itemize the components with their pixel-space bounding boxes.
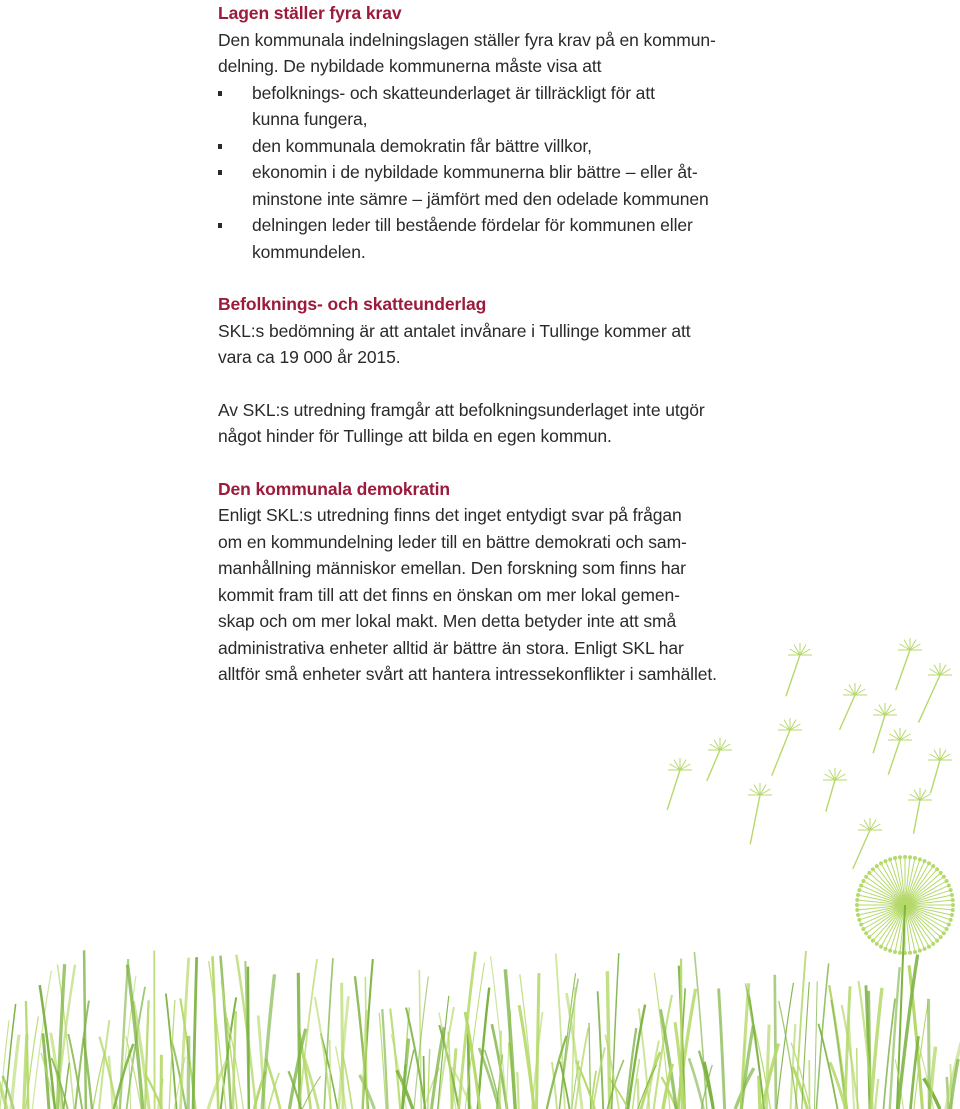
- paragraph-gap: [218, 371, 748, 397]
- grass-blade: [109, 1056, 113, 1109]
- grass-blade: [660, 1009, 676, 1109]
- grass-blade: [589, 1023, 591, 1109]
- grass-blade: [849, 1019, 854, 1109]
- grass-blade: [609, 1078, 628, 1109]
- grass-blade: [859, 981, 873, 1109]
- grass-blade: [299, 1033, 310, 1109]
- dandelion-seed-icon: [823, 768, 847, 812]
- grass-blade: [254, 1071, 265, 1109]
- grass-blade: [689, 1058, 704, 1109]
- grass-blade: [679, 966, 685, 1109]
- grass-blade: [227, 1017, 243, 1109]
- grass-blade: [639, 1008, 650, 1109]
- grass-blade: [424, 1068, 440, 1109]
- grass-blade: [452, 1048, 456, 1109]
- grass-blade: [209, 961, 226, 1109]
- grass-blade: [438, 1007, 454, 1109]
- body-text-column: [218, 0, 748, 714]
- grass-blade: [479, 1048, 499, 1109]
- grass-blade: [779, 1001, 798, 1109]
- grass-blade: [741, 1040, 745, 1109]
- grass-blade: [559, 979, 578, 1109]
- grass-blade: [701, 1065, 712, 1109]
- grass-blade: [114, 1044, 133, 1109]
- grass-blade: [485, 1050, 501, 1109]
- grass-blade: [509, 1043, 515, 1109]
- grass-blade: [748, 989, 764, 1109]
- grass-blade: [174, 1057, 185, 1109]
- grass-blade: [99, 1037, 117, 1109]
- grass-blade: [180, 998, 195, 1109]
- grass-blade: [5, 1004, 16, 1109]
- heading-local-democracy: Den kommunala demokratin: [218, 478, 450, 499]
- grass-blade: [607, 971, 609, 1109]
- dandelion-seed-icon: [840, 683, 867, 730]
- dandelion-head-icon: [855, 855, 955, 1109]
- grass-blade: [831, 1000, 845, 1109]
- paragraph-line: vara ca 19 000 år 2015.: [218, 347, 401, 367]
- grass-blade: [127, 987, 145, 1109]
- grass-blade: [719, 989, 725, 1109]
- grass-blade: [871, 988, 882, 1109]
- grass-blade: [342, 1052, 352, 1109]
- grass-blade: [492, 1024, 507, 1109]
- grass-blade: [363, 959, 373, 1109]
- grass-blade: [158, 1079, 163, 1109]
- grass-blade: [299, 959, 317, 1109]
- grass-blade: [678, 989, 696, 1109]
- grass-blade: [497, 1055, 503, 1109]
- grass-blade: [324, 958, 333, 1109]
- grass-blade: [628, 1005, 645, 1109]
- grass-blade: [459, 952, 476, 1109]
- grass-blade: [930, 1047, 936, 1109]
- grass-blade: [793, 1067, 808, 1109]
- grass-blade: [517, 1072, 518, 1109]
- grass-blade: [382, 1009, 387, 1109]
- grass-blade: [431, 1027, 444, 1109]
- grass-blade: [99, 1020, 109, 1109]
- grass-blade: [342, 983, 343, 1109]
- grass-blade: [572, 987, 576, 1109]
- grass-blade: [802, 982, 809, 1109]
- grass-blade: [236, 955, 256, 1109]
- grass-blade: [11, 1035, 19, 1109]
- grass-blade: [909, 965, 922, 1109]
- grass-blade: [814, 981, 817, 1109]
- grass-blade: [172, 1043, 186, 1109]
- grass-blade: [126, 1036, 141, 1109]
- grass-blade: [360, 1075, 375, 1109]
- grass-blade: [754, 1025, 771, 1109]
- grass-blade: [638, 1079, 639, 1109]
- grass-blade: [468, 1026, 469, 1109]
- grass-blade: [414, 976, 428, 1109]
- grass-blade: [93, 1051, 105, 1109]
- grass-blade: [339, 996, 349, 1109]
- grass-blade: [268, 1073, 279, 1109]
- dandelion-seed-icon: [918, 663, 952, 723]
- grass-blade: [675, 1022, 685, 1109]
- grass-blade: [26, 1001, 28, 1109]
- section-population-tax-base: [218, 291, 748, 450]
- grass-blade: [43, 1033, 49, 1109]
- grass-blade: [593, 1047, 605, 1109]
- list-item-line-1: den kommunala demokratin får bättre villkor,: [252, 135, 592, 156]
- grass-blade: [868, 991, 870, 1109]
- grass-blade: [439, 1012, 456, 1109]
- grass-blade: [129, 1050, 131, 1109]
- grass-blade: [857, 1048, 858, 1109]
- grass-blade: [41, 1053, 55, 1109]
- grass-blade: [213, 956, 219, 1109]
- grass-blade: [591, 1071, 596, 1109]
- grass-blade: [641, 1052, 660, 1109]
- grass-blade: [536, 973, 538, 1109]
- grass-blade: [556, 954, 565, 1109]
- grass-blade: [402, 1007, 409, 1109]
- grass-blade: [791, 1024, 796, 1109]
- grass-blade: [883, 998, 895, 1109]
- intro-line-1: Den kommunala indelningslagen ställer fyra krav på en kommun-: [218, 29, 716, 50]
- grass-blade: [32, 971, 51, 1109]
- bullet-square-icon: [218, 170, 222, 175]
- grass-blade: [221, 981, 237, 1109]
- grass-blade: [845, 986, 850, 1109]
- dandelion-seed-icon: [928, 748, 952, 793]
- list-item-line-1: ekonomin i de nybildade kommunerna blir bättre – eller åt-: [252, 162, 698, 182]
- grass-blade: [145, 1000, 148, 1109]
- paragraph-line: alltför små enheter svårt att hantera intressekonflikter i samhället.: [218, 664, 717, 684]
- paragraph-line: Enligt SKL:s utredning finns det inget entydigt svar på frågan: [218, 505, 682, 525]
- grass-blade: [578, 1066, 594, 1109]
- heading-population-tax-base: Befolknings- och skatteunderlag: [218, 294, 487, 314]
- grass-blade: [607, 1060, 623, 1109]
- grass-blade: [777, 983, 794, 1109]
- grass-blade: [128, 965, 143, 1109]
- paragraph-line: SKL:s bedömning är att antalet invånare i Tullinge kommer att: [218, 320, 691, 341]
- grass-blade: [56, 965, 75, 1109]
- dandelion-seed-icon: [873, 703, 897, 753]
- grass-blade: [775, 975, 776, 1109]
- dandelion-seed-icon: [908, 788, 932, 834]
- grass-blade: [918, 1042, 934, 1109]
- grass-blade: [193, 957, 197, 1109]
- grass-blade: [448, 1032, 451, 1109]
- grass-blade: [491, 956, 507, 1109]
- grass-blade: [336, 1046, 346, 1109]
- grass-blade: [741, 1026, 753, 1109]
- grass-blade: [741, 983, 749, 1109]
- list-item: [218, 212, 748, 265]
- grass-blade: [68, 1034, 82, 1109]
- grass-blade: [663, 1064, 672, 1109]
- grass-blade: [402, 1064, 405, 1109]
- dandelion-seed-icon: [772, 718, 802, 776]
- grass-blade: [248, 967, 249, 1109]
- grass-blade: [914, 1003, 928, 1109]
- grass-blade: [762, 1044, 778, 1109]
- grass-blade: [75, 1001, 89, 1109]
- grass-blade: [745, 983, 764, 1109]
- paragraph-line: om en kommundelning leder till en bättre demokrati och sam-: [218, 531, 687, 552]
- grass-blade: [289, 1029, 305, 1109]
- grass-blade: [233, 1011, 236, 1109]
- grass-blade: [560, 1061, 570, 1109]
- list-item-line-1: delningen leder till bestående fördelar för kommunen eller: [252, 215, 693, 235]
- grass-blade: [626, 1028, 636, 1109]
- grass-blade: [519, 1005, 534, 1109]
- grass-blade: [950, 1059, 958, 1109]
- grass-blade: [406, 1008, 425, 1109]
- grass-blade: [397, 1070, 413, 1109]
- paragraph-line: något hinder för Tullinge att bilda en egen kommun.: [218, 426, 612, 446]
- grass-blade: [169, 1000, 175, 1109]
- grass-blade: [315, 997, 331, 1109]
- grass-blade: [842, 1005, 859, 1109]
- grass-blade: [84, 1038, 92, 1109]
- grass-blade: [735, 1068, 754, 1109]
- grass-blade: [654, 973, 670, 1109]
- grass-blade: [303, 1054, 318, 1109]
- dandelion-seed-icon: [888, 728, 912, 775]
- paragraph-line: skap och om mer lokal makt. Men detta betyder inte att små: [218, 611, 677, 631]
- grass-blade: [51, 1058, 67, 1109]
- grass-blade: [796, 951, 806, 1109]
- grass-blade: [830, 1062, 846, 1109]
- grass-blade: [662, 1077, 677, 1109]
- grass-blade: [365, 977, 367, 1109]
- grass-blade: [188, 1036, 189, 1109]
- grass-blade: [605, 1035, 619, 1109]
- intro-line-2: delning. De nybildade kommunerna måste visa att: [218, 56, 602, 76]
- grass-blade: [567, 993, 583, 1109]
- grass-blade: [598, 991, 604, 1109]
- list-item: [218, 80, 748, 133]
- grass-blade: [3, 1076, 14, 1109]
- grass-blade: [890, 967, 900, 1109]
- grass-blade: [576, 1060, 595, 1109]
- grass-blade: [57, 964, 74, 1109]
- section-local-democracy: [218, 476, 748, 688]
- grass-blade: [946, 1036, 960, 1109]
- grass-blade: [552, 1062, 557, 1109]
- grass-blade: [520, 974, 534, 1109]
- grass-blade: [895, 1059, 903, 1109]
- grass-blade: [428, 1049, 430, 1109]
- grass-blade: [465, 1012, 480, 1109]
- list-item: [218, 159, 748, 212]
- grass-blade: [166, 994, 177, 1109]
- grass-blade: [679, 988, 685, 1109]
- grass-blade: [321, 1033, 338, 1109]
- paragraph-line: Av SKL:s utredning framgår att befolkningsunderlaget inte utgör: [218, 399, 705, 420]
- dandelion-seed-icon: [667, 758, 692, 810]
- grass-blade: [647, 1041, 659, 1109]
- grass-blade: [0, 1054, 7, 1109]
- dandelion-seed-icon: [707, 738, 732, 781]
- grass-blade: [950, 1064, 951, 1109]
- grass-blade: [910, 1036, 918, 1109]
- paragraph-line: administrativa enheter alltid är bättre än stora. Enligt SKL har: [218, 637, 684, 658]
- grass-blade: [632, 1059, 639, 1109]
- grass-blade: [506, 1010, 510, 1109]
- grass-blade: [379, 1013, 386, 1109]
- list-item-line-2: kommundelen.: [252, 241, 366, 262]
- grass-blade: [699, 1051, 713, 1109]
- bullet-square-icon: [218, 144, 222, 149]
- grass-blades-group: [0, 950, 960, 1109]
- grass-blade: [266, 1059, 280, 1109]
- grass-blade: [221, 997, 236, 1109]
- grass-blade: [289, 1071, 302, 1109]
- grass-blade: [500, 1031, 501, 1109]
- grass-blade: [681, 959, 682, 1109]
- grass-blade: [532, 1012, 543, 1109]
- list-item-line-2: kunna fungera,: [252, 109, 368, 129]
- grass-blade: [791, 1043, 810, 1109]
- grass-blade: [924, 1078, 940, 1109]
- grass-blade: [120, 976, 136, 1109]
- grass-blade: [759, 1076, 760, 1109]
- list-item-line-1: befolknings- och skatteunderlaget är tillräckligt för att: [252, 82, 655, 103]
- grass-blade: [0, 1020, 9, 1109]
- grass-blade: [40, 985, 55, 1109]
- grass-blade: [947, 1077, 949, 1109]
- grass-blade: [145, 1074, 162, 1109]
- grass-blade: [258, 1016, 264, 1109]
- grass-blade: [818, 1024, 837, 1109]
- grass-blade: [120, 959, 128, 1109]
- grass-blade: [829, 985, 847, 1109]
- dandelion-seed-icon: [853, 818, 882, 869]
- dandelion-seed-icon: [786, 643, 812, 696]
- grass-blade: [298, 973, 300, 1109]
- grass-blade: [424, 1056, 425, 1109]
- grass-blade: [262, 974, 274, 1109]
- grass-blade: [57, 964, 64, 1109]
- paragraph-line: manhållning människor emellan. Den forskning som finns har: [218, 558, 686, 578]
- dandelion-seed-icon: [896, 638, 922, 690]
- grass-blade: [547, 1036, 567, 1109]
- grass-blade: [26, 1016, 39, 1109]
- grass-blade: [302, 1076, 320, 1109]
- grass-blade: [559, 973, 575, 1109]
- grass-blade: [572, 1060, 579, 1109]
- grass-blade: [391, 1034, 406, 1109]
- grass-blade: [694, 952, 706, 1109]
- grass-blade: [24, 1034, 27, 1109]
- bullet-square-icon: [218, 223, 222, 228]
- grass-blade: [180, 958, 188, 1109]
- section-requirements: [218, 0, 748, 265]
- list-item: [218, 133, 748, 160]
- grass-blade: [402, 1039, 408, 1109]
- grass-blade: [133, 1001, 149, 1109]
- grass-blade: [928, 999, 929, 1109]
- grass-blade: [64, 1063, 69, 1109]
- grass-blade: [84, 950, 86, 1109]
- grass-blade: [438, 996, 449, 1109]
- grass-blade: [478, 988, 489, 1109]
- requirements-list: [218, 80, 748, 266]
- grass-blade: [638, 1065, 657, 1109]
- grass-blade: [816, 963, 828, 1109]
- grass-blade: [403, 1050, 414, 1109]
- grass-blade: [654, 995, 672, 1109]
- bullet-square-icon: [218, 91, 222, 96]
- grass-blade: [355, 976, 368, 1109]
- grass-blade: [575, 1028, 588, 1109]
- grass-blade: [245, 961, 248, 1109]
- grass-blade: [875, 1079, 878, 1109]
- grass-blade: [51, 1033, 62, 1109]
- grass-blade: [439, 1025, 459, 1109]
- dandelion-seed-icon: [748, 783, 772, 844]
- list-item-line-2: minstone inte sämre – jämfört med den odelade kommunen: [252, 188, 709, 209]
- grass-blade: [362, 1010, 366, 1109]
- grass-blade: [419, 970, 421, 1109]
- grass-blade: [766, 1025, 769, 1109]
- heading-requirements: Lagen ställer fyra krav: [218, 3, 402, 23]
- grass-blade: [208, 1060, 227, 1109]
- grass-blade: [612, 953, 619, 1109]
- grass-blade: [505, 969, 515, 1109]
- grass-blade: [898, 955, 918, 1109]
- grass-blade: [220, 956, 230, 1109]
- grass-blade: [58, 1071, 63, 1109]
- grass-blade: [866, 985, 870, 1109]
- grass-blade: [452, 1067, 472, 1109]
- grass-blade: [465, 963, 484, 1109]
- grass-blade: [390, 1009, 400, 1109]
- grass-blade: [704, 1062, 713, 1109]
- paragraph-line: kommit fram till att det finns en önskan om mer lokal gemen-: [218, 584, 680, 605]
